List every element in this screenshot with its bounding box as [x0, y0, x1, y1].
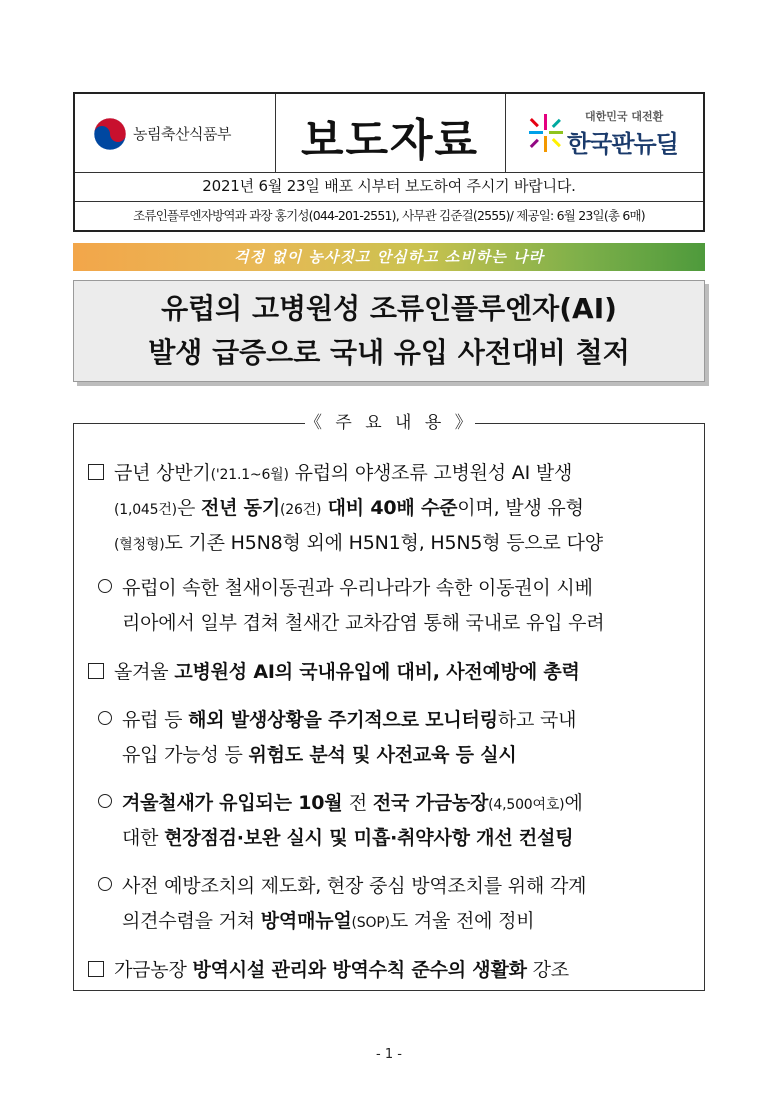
summary-title: 《 주 요 내 용 》 — [305, 409, 475, 437]
slogan-banner: 걱정 없이 농사짓고 안심하고 소비하는 나라 — [73, 243, 705, 271]
summary-item-1-sub-1-line-1: 유럽이 속한 철새이동권과 우리나라가 속한 이동권이 시베 — [98, 573, 593, 600]
circle-bullet-icon — [98, 579, 112, 593]
headline-box — [73, 280, 705, 382]
circle-bullet-icon — [98, 794, 112, 808]
square-bullet-icon — [88, 961, 104, 977]
newdeal-tagline: 대한민국 대전환 — [585, 110, 664, 123]
taeguk-logo-icon — [93, 117, 127, 151]
press-release-title: 보도자료 — [300, 115, 479, 166]
summary-item-2-sub-3-line-2: 의견수렴을 거쳐 방역매뉴얼(SOP)도 겨울 전에 정비 — [122, 910, 535, 932]
embargo-notice: 2021년 6월 23일 배포 시부터 보도하여 주시기 바랍니다. — [75, 172, 703, 202]
newdeal-title: 한국판뉴딜 — [567, 130, 678, 158]
summary-item-1-sub-1-line-2: 리아에서 일부 겹쳐 철새간 교차감염 통해 국내로 유입 우려 — [122, 612, 605, 634]
circle-bullet-icon — [98, 877, 112, 891]
contact-info: 조류인플루엔자방역과 과장 홍기성(044-201-2551), 사무관 김준걸(2555)/ 제공일: 6월 23일(총 6매) — [133, 208, 645, 223]
summary-item-2-line-1: 올겨울 고병원성 AI의 국내유입에 대비, 사전예방에 총력 — [88, 657, 580, 684]
press-header — [73, 92, 705, 232]
summary-item-2-sub-3-line-1: 사전 예방조치의 제도화, 현장 중심 방역조치를 위해 각계 — [98, 871, 586, 898]
square-bullet-icon — [88, 663, 104, 679]
summary-item-2-sub-1-line-1: 유럽 등 해외 발생상황을 주기적으로 모니터링하고 국내 — [98, 705, 576, 732]
header-top-row — [75, 94, 703, 173]
headline-line-1: 유럽의 고병원성 조류인플루엔자(AI) — [161, 292, 617, 325]
summary-item-2-sub-1-line-2: 유입 가능성 등 위험도 분석 및 사전교육 등 실시 — [122, 744, 517, 766]
summary-item-1-line-1: 금년 상반기('21.1~6월) 유럽의 야생조류 고병원성 AI 발생 — [88, 458, 572, 485]
headline-line-2: 발생 급증으로 국내 유입 사전대비 철저 — [148, 336, 630, 369]
square-bullet-icon — [88, 464, 104, 480]
summary-item-3-line-1: 가금농장 방역시설 관리와 방역수칙 준수의 생활화 강조 — [88, 955, 569, 982]
summary-item-1-line-3: (혈청형)도 기존 H5N8형 외에 H5N1형, H5N5형 등으로 다양 — [114, 532, 603, 554]
ministry-cell — [75, 94, 276, 172]
page-number: - 1 - — [376, 1047, 402, 1062]
summary-item-2-sub-2-line-2: 대한 현장점검·보완 실시 및 미흡·취약사항 개선 컨설팅 — [122, 827, 574, 849]
title-cell — [275, 94, 506, 172]
newdeal-logo-icon — [527, 112, 565, 154]
newdeal-cell — [505, 94, 703, 172]
summary-item-1-line-2: (1,045건)은 전년 동기(26건) 대비 40배 수준이며, 발생 유형 — [114, 497, 584, 519]
summary-item-2-sub-2-line-1: 겨울철새가 유입되는 10월 전 전국 가금농장(4,500여호)에 — [98, 788, 583, 815]
circle-bullet-icon — [98, 711, 112, 725]
ministry-name: 농림축산식품부 — [133, 125, 231, 143]
